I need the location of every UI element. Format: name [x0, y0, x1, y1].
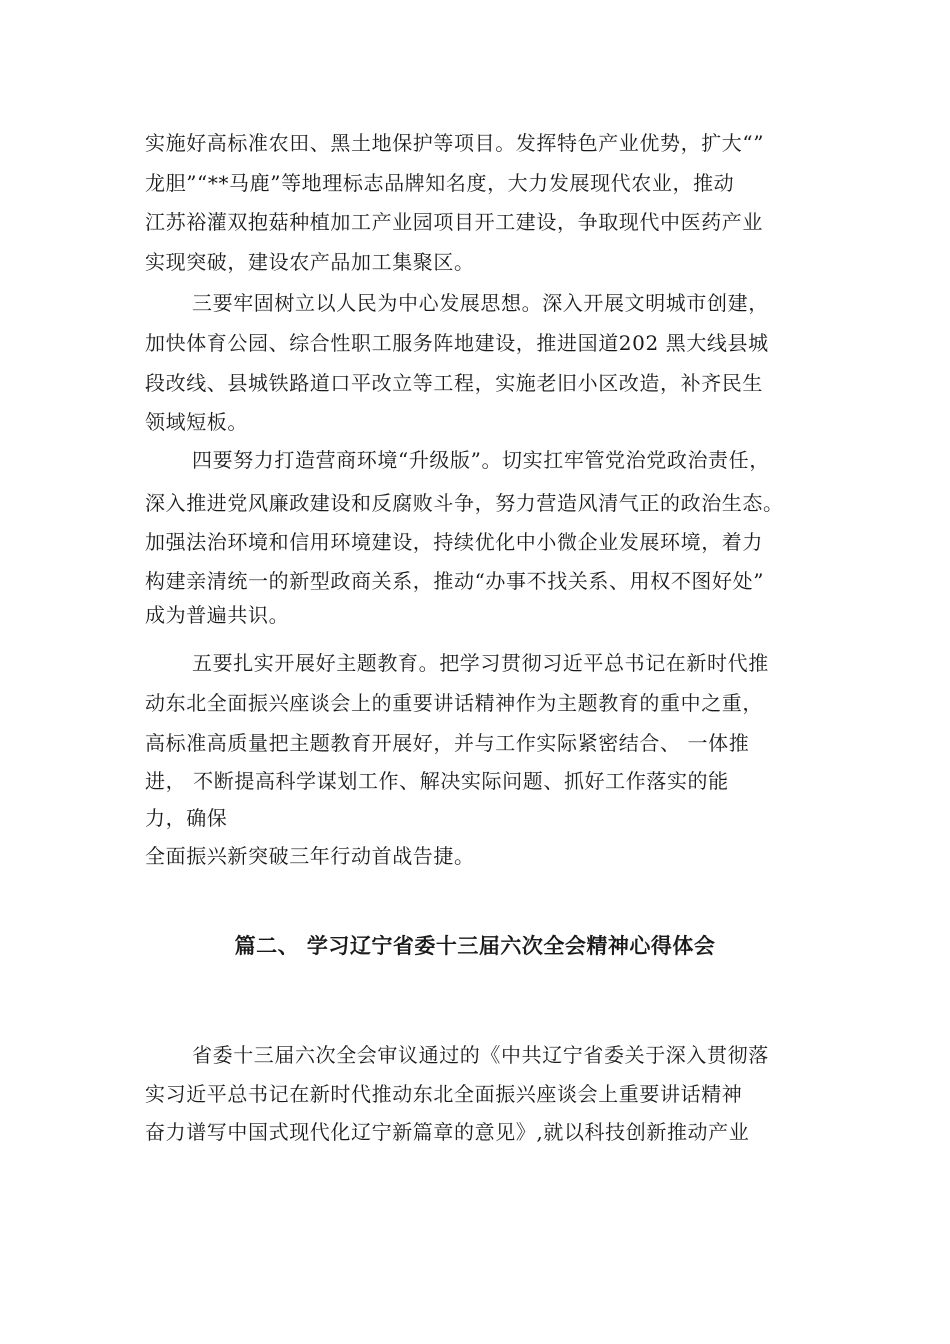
paragraph-line: 深入推进党风廉政建设和反腐败斗争，努力营造风清气正的政治生态。: [145, 491, 784, 515]
paragraph-line: 江苏裕灌双抱菇种植加工产业园项目开工建设，争取现代中医药产业: [145, 210, 763, 234]
paragraph-line: 全面振兴新突破三年行动首战告捷。: [145, 844, 475, 868]
paragraph-line: 加强法治环境和信用环境建设，持续优化中小微企业发展环境，着力: [145, 530, 763, 554]
paragraph-line: 龙胆”“**马鹿”等地理标志品牌知名度，大力发展现代农业，推动: [145, 171, 735, 195]
paragraph-line: 进， 不断提高科学谋划工作、解决实际问题、抓好工作落实的能: [145, 769, 729, 793]
paragraph-line: 五要扎实开展好主题教育。把学习贯彻习近平总书记在新时代推: [192, 651, 769, 675]
paragraph-line: 成为普遍共识。: [145, 603, 290, 627]
paragraph-line: 省委十三届六次全会审议通过的《中共辽宁省委关于深入贯彻落: [192, 1043, 769, 1067]
paragraph-line: 实习近平总书记在新时代推动东北全面振兴座谈会上重要讲话精神: [145, 1082, 743, 1106]
paragraph-line: 高标准高质量把主题教育开展好，并与工作实际紧密结合、 一体推: [145, 731, 750, 755]
paragraph-line: 实现突破，建设农产品加工集聚区。: [145, 250, 475, 274]
paragraph-line: 领域短板。: [145, 410, 248, 434]
paragraph-line: 奋力谱写中国式现代化辽宁新篇章的意见》,就以科技创新推动产业: [145, 1120, 750, 1144]
paragraph-line: 实施好高标准农田、黑土地保护等项目。发挥特色产业优势，扩大“”: [145, 131, 765, 155]
paragraph-line: 动东北全面振兴座谈会上的重要讲话精神作为主题教育的重中之重，: [145, 691, 763, 715]
paragraph-line: 构建亲清统一的新型政商关系，推动“办事不找关系、用权不图好处”: [145, 569, 765, 593]
paragraph-line: 力，确保: [145, 806, 228, 830]
paragraph-line: 段改线、县城铁路道口平改立等工程，实施老旧小区改造，补齐民生: [145, 371, 763, 395]
paragraph-line: 加快体育公园、综合性职工服务阵地建设，推进国道202 黑大线县城: [145, 331, 769, 355]
section-heading: 篇二、 学习辽宁省委十三届六次全会精神心得体会: [234, 934, 716, 958]
paragraph-line: 四要努力打造营商环境“升级版”。切实扛牢管党治党政治责任，: [192, 448, 770, 472]
paragraph-line: 三要牢固树立以人民为中心发展思想。深入开展文明城市创建，: [192, 291, 769, 315]
